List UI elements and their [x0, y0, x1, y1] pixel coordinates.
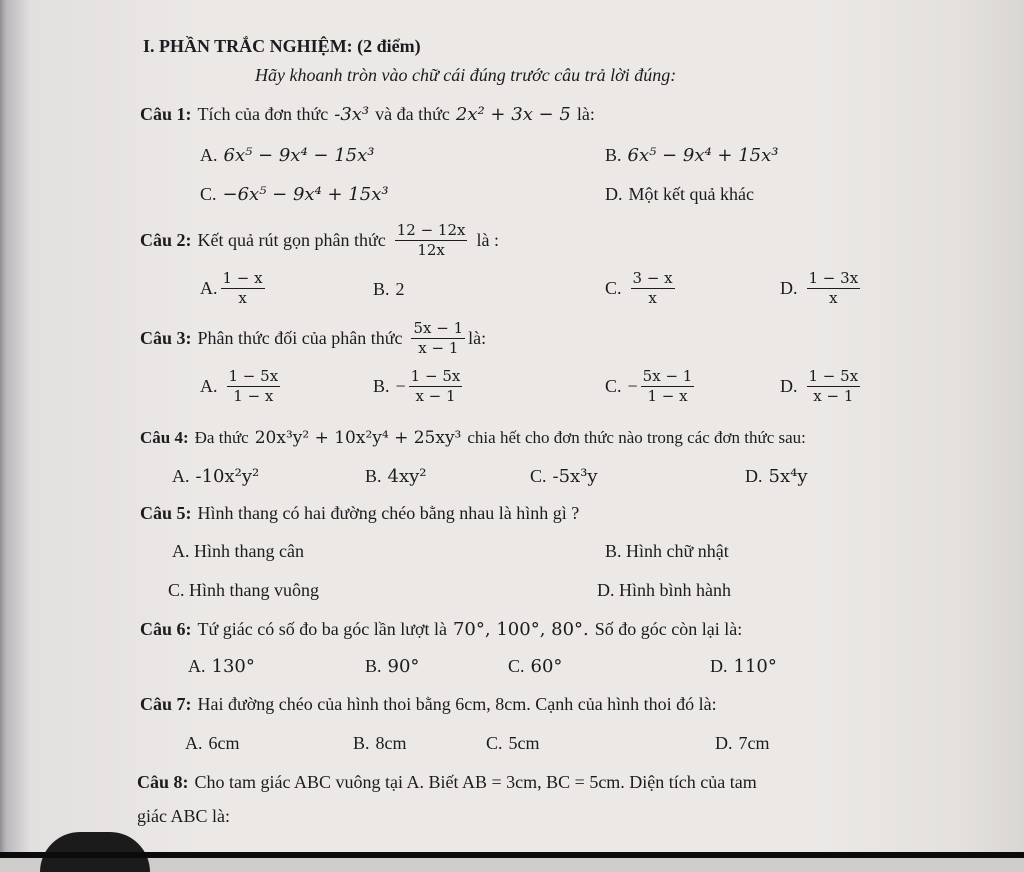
q7-opt-a-value: 6cm: [208, 733, 240, 753]
q7-opt-b-letter: B.: [353, 733, 370, 753]
q7-opt-d-letter: D.: [715, 733, 733, 753]
question-6: [140, 619, 742, 640]
q1-opt-a-value: 6x⁵ − 9x⁴ − 15x³: [223, 145, 375, 166]
q6-label: Câu 6:: [140, 619, 192, 639]
q6-text-a: Tứ giác có số đo ba góc lần lượt là: [197, 619, 447, 639]
q5-opt-c-value: C. Hình thang vuông: [168, 580, 319, 600]
section-title-text: I. PHẦN TRẮC NGHIỆM: (2 điểm): [143, 36, 421, 56]
q1-text-a: Tích của đơn thức: [197, 104, 329, 124]
q5-option-b[interactable]: [605, 541, 729, 562]
q3-opt-c-sign: −: [627, 375, 638, 396]
q2-opt-c-den: x: [648, 288, 657, 307]
q3-fraction: [411, 320, 465, 356]
section-title: [143, 36, 421, 57]
q4-label: Câu 4:: [140, 428, 189, 447]
bottom-edge: [0, 852, 1024, 858]
q6-option-b[interactable]: [365, 656, 419, 677]
q5-label: Câu 5:: [140, 503, 192, 523]
question-8-continued: [137, 806, 230, 827]
q6-opt-c-value: 60°: [530, 656, 563, 677]
q3-opt-c-fraction: [641, 368, 695, 404]
instruction: [255, 65, 676, 86]
q4-polynomial: 20x³y² + 10x²y⁴ + 25xy³: [254, 428, 462, 448]
q7-opt-d-value: 7cm: [738, 733, 770, 753]
q1-option-c[interactable]: [200, 184, 389, 205]
q1-opt-c-value: −6x⁵ − 9x⁴ + 15x³: [222, 184, 389, 205]
q3-option-d[interactable]: [780, 368, 863, 404]
q1-opt-b-value: 6x⁵ − 9x⁴ + 15x³: [627, 145, 779, 166]
q6-opt-a-value: 130°: [211, 656, 255, 677]
q2-label: Câu 2:: [140, 229, 192, 250]
q3-opt-b-sign: −: [395, 375, 406, 396]
q4-opt-c-value: -5x³y: [552, 466, 598, 487]
q4-opt-a-letter: A.: [172, 466, 190, 486]
q3-opt-b-den: x − 1: [415, 386, 456, 405]
q3-option-c[interactable]: [605, 368, 697, 404]
q1-polynomial: 2x² + 3x − 5: [455, 104, 571, 125]
q4-opt-b-value: 4xy²: [387, 466, 427, 487]
q3-opt-a-letter: A.: [200, 375, 218, 396]
q5-option-c[interactable]: [168, 580, 319, 601]
q4-option-c[interactable]: [530, 466, 598, 487]
q2-text-a: Kết quả rút gọn phân thức: [197, 229, 386, 250]
q4-text-a: Đa thức: [194, 428, 249, 447]
q1-opt-c-letter: C.: [200, 184, 217, 204]
q2-opt-a-fraction: [221, 270, 265, 306]
q2-opt-d-num: 1 − 3x: [808, 269, 859, 287]
q1-label: Câu 1:: [140, 104, 192, 124]
q1-opt-d-value: Một kết quả khác: [628, 184, 754, 204]
q6-option-c[interactable]: [508, 656, 562, 677]
q5-opt-b-value: B. Hình chữ nhật: [605, 541, 729, 561]
q2-opt-d-den: x: [829, 288, 838, 307]
q5-text: Hình thang có hai đường chéo bằng nhau là hình gì ?: [197, 503, 580, 523]
q2-opt-a-num: 1 − x: [222, 269, 263, 287]
q6-opt-d-letter: D.: [710, 656, 728, 676]
q2-opt-a-den: x: [238, 288, 247, 307]
q1-monomial: -3x³: [334, 104, 370, 125]
q7-opt-c-value: 5cm: [508, 733, 540, 753]
q7-opt-c-letter: C.: [486, 733, 503, 753]
q1-option-b[interactable]: [605, 145, 778, 166]
q1-text-b: và đa thức: [375, 104, 450, 124]
q1-opt-d-letter: D.: [605, 184, 623, 204]
instruction-text: Hãy khoanh tròn vào chữ cái đúng trước câu trả lời đúng:: [255, 65, 677, 85]
q6-text-b: Số đo góc còn lại là:: [594, 619, 743, 639]
q3-frac-num: 5x − 1: [413, 319, 464, 337]
q6-angles: 70°, 100°, 80°.: [452, 619, 589, 640]
q3-label: Câu 3:: [140, 327, 192, 348]
q7-option-a[interactable]: [185, 733, 240, 754]
q5-option-d[interactable]: [597, 580, 731, 601]
q1-opt-a-letter: A.: [200, 145, 218, 165]
q2-opt-c-fraction: [631, 270, 675, 306]
q7-option-c[interactable]: [486, 733, 540, 754]
q2-option-d[interactable]: [780, 270, 863, 306]
q3-opt-d-num: 1 − 5x: [808, 367, 859, 385]
q3-opt-b-letter: B.: [373, 375, 390, 396]
q6-opt-b-value: 90°: [387, 656, 420, 677]
q3-frac-den: x − 1: [418, 338, 459, 357]
q1-text-c: là:: [576, 104, 595, 124]
q1-opt-b-letter: B.: [605, 145, 622, 165]
q2-frac-den: 12x: [417, 240, 445, 259]
q7-label: Câu 7:: [140, 694, 192, 714]
q1-option-d[interactable]: [605, 184, 754, 205]
q3-opt-b-num: 1 − 5x: [410, 367, 461, 385]
q7-option-d[interactable]: [715, 733, 770, 754]
question-8: [137, 772, 757, 793]
q2-text-b: là :: [476, 229, 499, 250]
q2-option-c[interactable]: [605, 270, 678, 306]
q7-opt-b-value: 8cm: [375, 733, 407, 753]
q2-option-b[interactable]: [373, 279, 405, 300]
q4-text-b: chia hết cho đơn thức nào trong các đơn thức sau:: [467, 428, 806, 447]
q3-opt-c-den: 1 − x: [647, 386, 688, 405]
q3-option-b[interactable]: [373, 368, 465, 404]
q6-opt-b-letter: B.: [365, 656, 382, 676]
q2-opt-c-letter: C.: [605, 277, 622, 298]
q5-option-a[interactable]: [172, 541, 304, 562]
q3-opt-a-fraction: [227, 368, 281, 404]
q2-opt-c-num: 3 − x: [632, 269, 673, 287]
q3-opt-c-letter: C.: [605, 375, 622, 396]
q2-opt-b-letter: B.: [373, 279, 390, 299]
q3-opt-b-fraction: [409, 368, 463, 404]
q2-opt-b-value: 2: [395, 279, 405, 299]
q6-opt-c-letter: C.: [508, 656, 525, 676]
q3-opt-d-letter: D.: [780, 375, 798, 396]
q4-opt-d-value: 5x⁴y: [768, 466, 808, 487]
q2-opt-d-letter: D.: [780, 277, 798, 298]
q5-opt-d-value: D. Hình bình hành: [597, 580, 731, 600]
q7-opt-a-letter: A.: [185, 733, 203, 753]
q6-opt-d-value: 110°: [733, 656, 777, 677]
q7-text: Hai đường chéo của hình thoi bằng 6cm, 8cm. Cạnh của hình thoi đó là:: [197, 694, 717, 714]
q1-option-a[interactable]: [200, 145, 374, 166]
q8-text-line2: giác ABC là:: [137, 806, 230, 826]
q4-opt-d-letter: D.: [745, 466, 763, 486]
q8-label: Câu 8:: [137, 772, 189, 792]
q4-option-d[interactable]: [745, 466, 808, 487]
q2-fraction: [395, 222, 468, 258]
q3-opt-d-fraction: [807, 368, 861, 404]
q2-opt-d-fraction: [807, 270, 861, 306]
question-1: [140, 104, 595, 125]
q5-opt-a-value: A. Hình thang cân: [172, 541, 304, 561]
q3-text-a: Phân thức đối của phân thức: [197, 327, 403, 348]
question-5: [140, 503, 579, 524]
question-4: [140, 428, 806, 448]
q3-opt-d-den: x − 1: [813, 386, 854, 405]
q6-option-a[interactable]: [188, 656, 255, 677]
q6-opt-a-letter: A.: [188, 656, 206, 676]
question-3: [140, 320, 486, 356]
q2-frac-num: 12 − 12x: [396, 221, 466, 239]
question-7: [140, 694, 717, 715]
q4-opt-c-letter: C.: [530, 466, 547, 486]
q4-opt-b-letter: B.: [365, 466, 382, 486]
q2-option-a[interactable]: [200, 270, 268, 306]
q7-option-b[interactable]: [353, 733, 407, 754]
q4-opt-a-value: -10x²y²: [195, 466, 260, 487]
q8-text-line1: Cho tam giác ABC vuông tại A. Biết AB = 3cm, BC = 5cm. Diện tích của tam: [194, 772, 757, 792]
question-2: [140, 222, 499, 258]
q6-option-d[interactable]: [710, 656, 777, 677]
q3-text-b: là:: [468, 327, 487, 348]
q4-option-a[interactable]: [172, 466, 259, 487]
q3-opt-a-num: 1 − 5x: [228, 367, 279, 385]
q4-option-b[interactable]: [365, 466, 427, 487]
q3-opt-c-num: 5x − 1: [642, 367, 693, 385]
q3-option-a[interactable]: [200, 368, 283, 404]
q3-opt-a-den: 1 − x: [233, 386, 274, 405]
q2-opt-a-letter: A.: [200, 277, 218, 298]
